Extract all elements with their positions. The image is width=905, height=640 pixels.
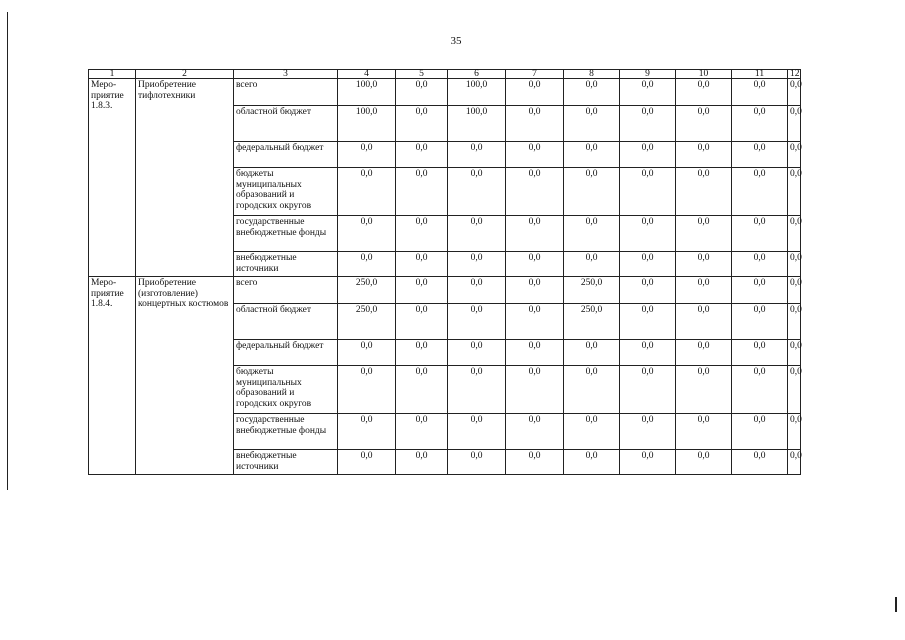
value-cell: 0,0 xyxy=(788,216,801,252)
value-cell: 0,0 xyxy=(676,216,732,252)
value-cell: 0,0 xyxy=(564,79,620,106)
funding-source: федеральный бюджет xyxy=(234,340,338,366)
value-cell: 0,0 xyxy=(448,277,506,304)
value-cell: 0,0 xyxy=(620,216,676,252)
value-cell: 0,0 xyxy=(620,79,676,106)
value-cell: 250,0 xyxy=(564,304,620,340)
value-cell: 0,0 xyxy=(396,304,448,340)
value-cell: 0,0 xyxy=(506,252,564,277)
funding-source: областной бюджет xyxy=(234,106,338,142)
value-cell: 0,0 xyxy=(396,450,448,475)
value-cell: 100,0 xyxy=(448,79,506,106)
value-cell: 0,0 xyxy=(396,168,448,216)
value-cell: 0,0 xyxy=(788,304,801,340)
value-cell: 0,0 xyxy=(448,304,506,340)
value-cell: 0,0 xyxy=(338,252,396,277)
value-cell: 0,0 xyxy=(676,414,732,450)
page-number: 35 xyxy=(450,35,462,47)
value-cell: 250,0 xyxy=(338,304,396,340)
funding-source: бюджеты муниципальных образований и городских округов xyxy=(234,366,338,414)
value-cell: 0,0 xyxy=(732,366,788,414)
column-number: 7 xyxy=(506,70,564,79)
value-cell: 0,0 xyxy=(732,340,788,366)
value-cell: 0,0 xyxy=(788,366,801,414)
value-cell: 0,0 xyxy=(676,304,732,340)
column-number: 4 xyxy=(338,70,396,79)
value-cell: 0,0 xyxy=(732,79,788,106)
funding-source: всего xyxy=(234,277,338,304)
value-cell: 0,0 xyxy=(448,340,506,366)
budget-table xyxy=(88,69,801,475)
value-cell: 0,0 xyxy=(506,414,564,450)
column-number: 8 xyxy=(564,70,620,79)
value-cell: 0,0 xyxy=(338,340,396,366)
value-cell: 0,0 xyxy=(448,168,506,216)
value-cell: 0,0 xyxy=(506,142,564,168)
funding-source: федеральный бюджет xyxy=(234,142,338,168)
table-row xyxy=(89,79,801,106)
value-cell: 0,0 xyxy=(448,366,506,414)
value-cell: 0,0 xyxy=(448,450,506,475)
value-cell: 0,0 xyxy=(564,450,620,475)
value-cell: 0,0 xyxy=(506,106,564,142)
value-cell: 0,0 xyxy=(620,366,676,414)
value-cell: 0,0 xyxy=(396,252,448,277)
value-cell: 0,0 xyxy=(732,216,788,252)
value-cell: 0,0 xyxy=(732,106,788,142)
funding-source: всего xyxy=(234,79,338,106)
column-number: 11 xyxy=(732,70,788,79)
value-cell: 0,0 xyxy=(338,168,396,216)
value-cell: 0,0 xyxy=(732,142,788,168)
value-cell: 0,0 xyxy=(396,79,448,106)
activity-name: Приобретение тифлотехники xyxy=(136,79,234,277)
value-cell: 0,0 xyxy=(506,79,564,106)
column-number-row xyxy=(89,70,801,79)
value-cell: 0,0 xyxy=(338,414,396,450)
column-number: 12 xyxy=(788,70,801,79)
value-cell: 100,0 xyxy=(338,79,396,106)
value-cell: 0,0 xyxy=(564,142,620,168)
value-cell: 0,0 xyxy=(732,277,788,304)
value-cell: 0,0 xyxy=(506,340,564,366)
column-number: 1 xyxy=(89,70,136,79)
value-cell: 0,0 xyxy=(396,142,448,168)
value-cell: 0,0 xyxy=(788,142,801,168)
value-cell: 0,0 xyxy=(506,304,564,340)
column-number: 6 xyxy=(448,70,506,79)
value-cell: 0,0 xyxy=(338,450,396,475)
value-cell: 0,0 xyxy=(338,142,396,168)
value-cell: 0,0 xyxy=(676,340,732,366)
funding-source: бюджеты муниципальных образований и городских округов xyxy=(234,168,338,216)
value-cell: 0,0 xyxy=(506,450,564,475)
value-cell: 0,0 xyxy=(788,414,801,450)
right-edge-mark xyxy=(895,597,897,612)
column-number: 3 xyxy=(234,70,338,79)
value-cell: 0,0 xyxy=(676,106,732,142)
value-cell: 0,0 xyxy=(506,216,564,252)
value-cell: 0,0 xyxy=(620,277,676,304)
value-cell: 0,0 xyxy=(564,168,620,216)
column-number: 2 xyxy=(136,70,234,79)
value-cell: 0,0 xyxy=(788,450,801,475)
value-cell: 0,0 xyxy=(676,450,732,475)
value-cell: 0,0 xyxy=(396,366,448,414)
value-cell: 0,0 xyxy=(676,366,732,414)
value-cell: 0,0 xyxy=(396,414,448,450)
value-cell: 0,0 xyxy=(338,216,396,252)
funding-source: государственные внебюджетные фонды xyxy=(234,414,338,450)
value-cell: 0,0 xyxy=(620,252,676,277)
value-cell: 100,0 xyxy=(448,106,506,142)
activity-name: Приобретение (изготовление) концертных костюмов xyxy=(136,277,234,475)
value-cell: 0,0 xyxy=(732,168,788,216)
table-body xyxy=(89,79,801,475)
value-cell: 0,0 xyxy=(564,366,620,414)
value-cell: 0,0 xyxy=(620,142,676,168)
value-cell: 0,0 xyxy=(506,366,564,414)
column-number: 10 xyxy=(676,70,732,79)
value-cell: 0,0 xyxy=(506,168,564,216)
value-cell: 0,0 xyxy=(788,252,801,277)
value-cell: 0,0 xyxy=(448,142,506,168)
value-cell: 0,0 xyxy=(732,414,788,450)
value-cell: 0,0 xyxy=(676,142,732,168)
value-cell: 0,0 xyxy=(564,106,620,142)
value-cell: 0,0 xyxy=(564,414,620,450)
value-cell: 0,0 xyxy=(396,216,448,252)
value-cell: 0,0 xyxy=(676,168,732,216)
left-edge-line xyxy=(7,12,8,490)
value-cell: 0,0 xyxy=(448,252,506,277)
value-cell: 0,0 xyxy=(788,340,801,366)
value-cell: 0,0 xyxy=(788,79,801,106)
value-cell: 0,0 xyxy=(620,304,676,340)
funding-source: областной бюджет xyxy=(234,304,338,340)
value-cell: 250,0 xyxy=(338,277,396,304)
value-cell: 0,0 xyxy=(396,277,448,304)
value-cell: 0,0 xyxy=(506,277,564,304)
value-cell: 0,0 xyxy=(732,252,788,277)
activity-code: Меро-приятие 1.8.3. xyxy=(89,79,136,277)
funding-source: государственные внебюджетные фонды xyxy=(234,216,338,252)
value-cell: 0,0 xyxy=(676,79,732,106)
value-cell: 0,0 xyxy=(564,340,620,366)
value-cell: 0,0 xyxy=(620,340,676,366)
value-cell: 0,0 xyxy=(620,168,676,216)
value-cell: 0,0 xyxy=(620,414,676,450)
value-cell: 0,0 xyxy=(732,304,788,340)
column-number: 5 xyxy=(396,70,448,79)
value-cell: 0,0 xyxy=(396,106,448,142)
value-cell: 100,0 xyxy=(338,106,396,142)
value-cell: 0,0 xyxy=(676,277,732,304)
value-cell: 0,0 xyxy=(620,450,676,475)
value-cell: 0,0 xyxy=(338,366,396,414)
value-cell: 0,0 xyxy=(732,450,788,475)
value-cell: 0,0 xyxy=(788,277,801,304)
value-cell: 0,0 xyxy=(564,216,620,252)
value-cell: 0,0 xyxy=(448,414,506,450)
funding-source: внебюджетные источники xyxy=(234,252,338,277)
value-cell: 250,0 xyxy=(564,277,620,304)
value-cell: 0,0 xyxy=(788,168,801,216)
table-row xyxy=(89,277,801,304)
funding-source: внебюджетные источники xyxy=(234,450,338,475)
column-number: 9 xyxy=(620,70,676,79)
activity-code: Меро-приятие 1.8.4. xyxy=(89,277,136,475)
value-cell: 0,0 xyxy=(448,216,506,252)
value-cell: 0,0 xyxy=(396,340,448,366)
value-cell: 0,0 xyxy=(564,252,620,277)
value-cell: 0,0 xyxy=(788,106,801,142)
value-cell: 0,0 xyxy=(620,106,676,142)
value-cell: 0,0 xyxy=(676,252,732,277)
